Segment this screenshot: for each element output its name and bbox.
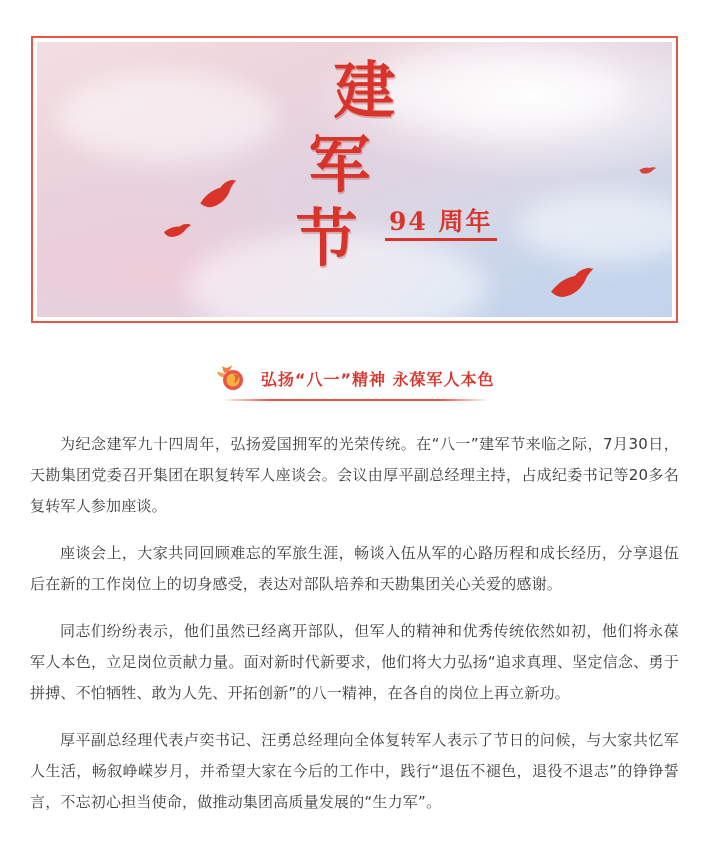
- dove-icon: [638, 163, 659, 178]
- article-paragraph: 为纪念建军九十四周年，弘扬爱国拥军的光荣传统。在“八一”建军节来临之际，7月30日，天勘集团党委召开集团在职复转军人座谈会。会议由厚平副总经理主持，占成纪委书记等20多名复转军人参加座谈。: [30, 435, 679, 515]
- dove-icon: [162, 221, 194, 242]
- article-paragraph: 厚平副总经理代表卢奕书记、汪勇总经理向全体复转军人表示了节日的问候，与大家共忆军人生活，畅叙峥嵘岁月，并希望大家在今后的工作中，践行“退伍不褪色，退役不退志”的铮铮誓言，不忘初心担当使命，做推动集团高质量发展的“生力军”。: [30, 731, 679, 811]
- anniversary-underline: [385, 238, 497, 241]
- banner-title-char: 节: [295, 202, 362, 275]
- banner-frame: [31, 36, 678, 323]
- dove-icon: [546, 266, 602, 302]
- cloud-decor: [57, 72, 277, 162]
- article-page: [0, 36, 709, 855]
- section-heading: [0, 363, 709, 407]
- cloud-decor: [367, 52, 627, 132]
- banner-title-char: 建: [333, 54, 400, 127]
- banner-title-char: 军: [308, 128, 375, 201]
- torch-icon: [214, 363, 248, 393]
- section-heading-inner: [208, 363, 500, 407]
- article-paragraph: 同志们纷纷表示，他们虽然已经离开部队，但军人的精神和优秀传统依然如初，他们将永葆军人本色，立足岗位贡献力量。面对新时代新要求，他们将大力弘扬“追求真理、坚定信念、勇于拼搏、不怕牺牲、敢为人先、开拓创新”的八一精神，在各自的岗位上再立新功。: [30, 622, 679, 702]
- section-heading-text: 弘扬“八一”精神 永葆军人本色: [260, 369, 495, 389]
- dove-icon: [195, 178, 245, 213]
- cloud-decor: [517, 192, 672, 262]
- anniversary-label: 94 周年: [389, 207, 493, 236]
- article-body: [30, 429, 679, 818]
- section-heading-rule: [221, 399, 489, 401]
- cloud-decor: [187, 232, 487, 317]
- article-paragraph: 座谈会上，大家共同回顾难忘的军旅生涯，畅谈入伍从军的心路历程和成长经历，分享退伍后在新的工作岗位上的切身感受，表达对部队培养和天勘集团关心关爱的感谢。: [30, 544, 679, 593]
- banner-image: [37, 42, 672, 317]
